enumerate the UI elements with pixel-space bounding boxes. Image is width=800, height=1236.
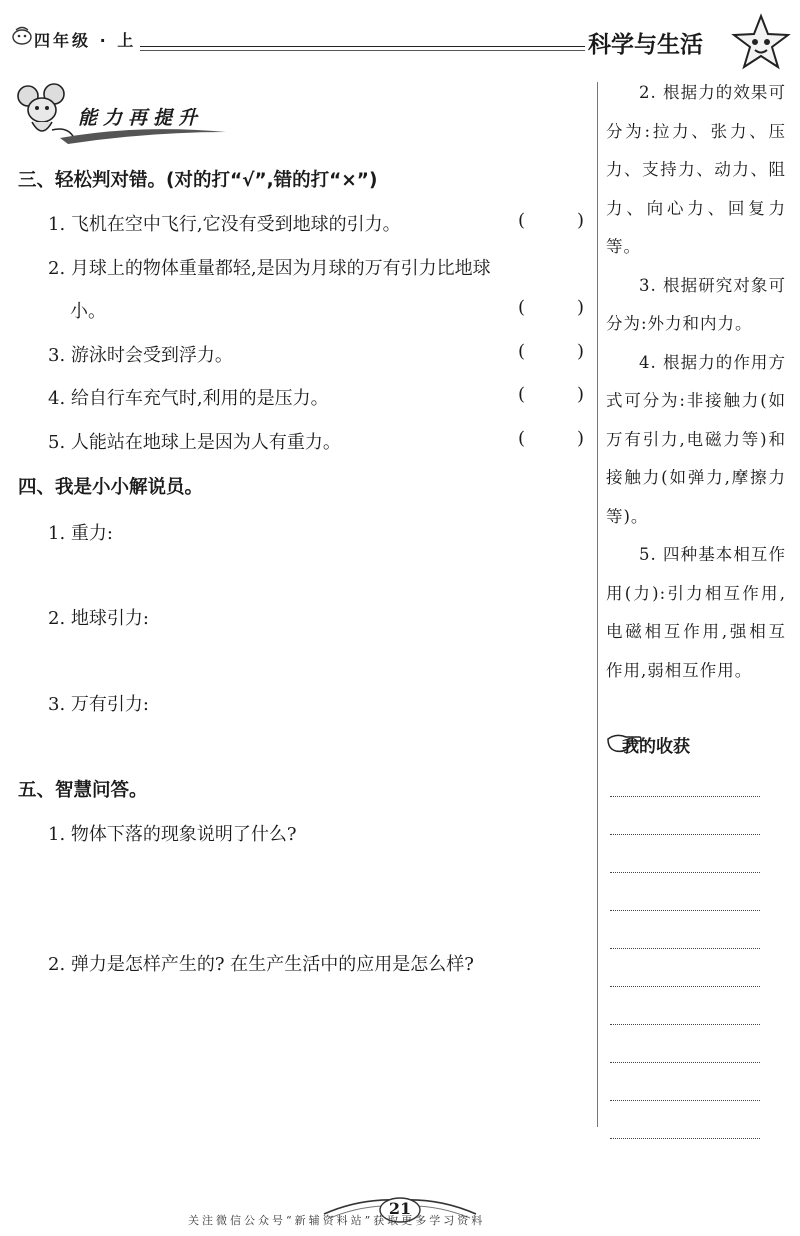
- answer-blank-1[interactable]: ( ): [518, 210, 584, 231]
- section-three-heading: 三、轻松判对错。(对的打“√”,错的打“×”): [18, 170, 378, 191]
- harvest-line[interactable]: [610, 796, 760, 797]
- mascot-icon: [10, 24, 34, 46]
- header-rule-thin: [140, 50, 585, 51]
- harvest-title: 我的收获: [622, 737, 690, 757]
- explain-item-2: 2. 地球引力:: [48, 608, 149, 629]
- answer-blank-3[interactable]: ( ): [518, 341, 584, 362]
- page-number: 21: [388, 1199, 412, 1218]
- harvest-line[interactable]: [610, 910, 760, 911]
- harvest-line[interactable]: [610, 1024, 760, 1025]
- harvest-line[interactable]: [610, 1100, 760, 1101]
- explain-item-3: 3. 万有引力:: [48, 694, 149, 715]
- star-mascot-icon: [730, 12, 792, 72]
- harvest-line[interactable]: [610, 1138, 760, 1139]
- judge-item-4: 4. 给自行车充气时,利用的是压力。: [48, 388, 329, 409]
- answer-blank-5[interactable]: ( ): [518, 428, 584, 449]
- harvest-line[interactable]: [610, 986, 760, 987]
- section-four-heading: 四、我是小小解说员。: [18, 477, 204, 498]
- judge-item-2: 2. 月球上的物体重量都轻,是因为月球的万有引力比地球: [48, 258, 491, 279]
- question-item-1: 1. 物体下落的现象说明了什么?: [48, 824, 297, 845]
- note-5: 5. 四种基本相互作用(力):引力相互作用,电磁相互作用,强相互作用,弱相互作用。: [606, 545, 786, 680]
- note-3: 3. 根据研究对象可分为:外力和内力。: [606, 275, 786, 333]
- question-item-2: 2. 弹力是怎样产生的? 在生产生活中的应用是怎么样?: [48, 954, 474, 975]
- harvest-line[interactable]: [610, 872, 760, 873]
- note-4: 4. 根据力的作用方式可分为:非接触力(如万有引力,电磁力等)和接触力(如弹力,摩擦力等)。: [606, 352, 786, 526]
- footer-note: 关注微信公众号“新辅资料站”获取更多学习资料: [188, 1214, 486, 1227]
- judge-item-5: 5. 人能站在地球上是因为人有重力。: [48, 432, 341, 453]
- banner-title: 能力再提升: [78, 107, 204, 129]
- brand-title: 科学与生活: [588, 32, 703, 58]
- harvest-line[interactable]: [610, 834, 760, 835]
- harvest-line[interactable]: [610, 1062, 760, 1063]
- judge-item-2-continuation: 小。: [70, 301, 106, 322]
- header-rule: [140, 46, 585, 47]
- grade-label: 四年级 · 上: [34, 31, 137, 50]
- sidebar-notes: [606, 74, 786, 690]
- section-five-heading: 五、智慧问答。: [18, 780, 148, 801]
- judge-item-3: 3. 游泳时会受到浮力。: [48, 345, 233, 366]
- answer-blank-4[interactable]: ( ): [518, 384, 584, 405]
- answer-blank-2[interactable]: ( ): [518, 297, 584, 318]
- column-divider: [597, 82, 598, 1127]
- harvest-line[interactable]: [610, 948, 760, 949]
- note-2: 2. 根据力的效果可分为:拉力、张力、压力、支持力、动力、阻力、向心力、回复力等。: [606, 83, 786, 256]
- judge-item-1: 1. 飞机在空中飞行,它没有受到地球的引力。: [48, 214, 401, 235]
- explain-item-1: 1. 重力:: [48, 523, 113, 544]
